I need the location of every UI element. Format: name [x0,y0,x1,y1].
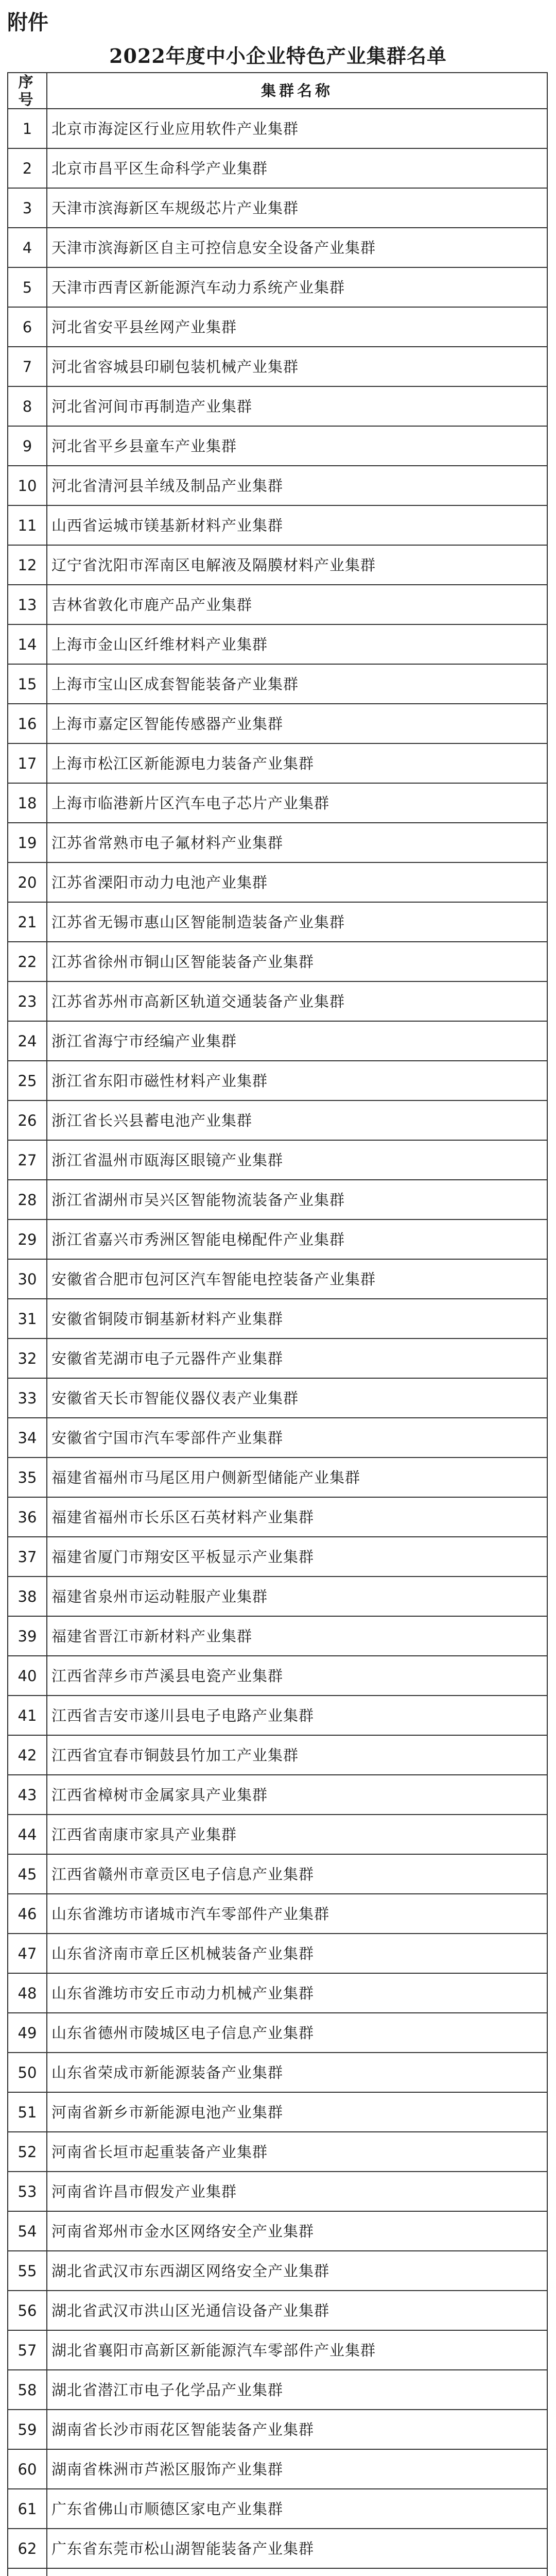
row-number: 13 [8,585,47,624]
cluster-name: 上海市宝山区成套智能装备产业集群 [47,664,547,704]
cluster-name: 河南省郑州市金水区网络安全产业集群 [47,2211,547,2251]
row-number: 21 [8,902,47,942]
row-number: 38 [8,1577,47,1616]
row-number: 34 [8,1418,47,1458]
cluster-name: 安徽省天长市智能仪器仪表产业集群 [47,1378,547,1418]
cluster-name: 北京市昌平区生命科学产业集群 [47,148,547,188]
cluster-name: 福建省晋江市新材料产业集群 [47,1616,547,1656]
row-number: 8 [8,386,47,426]
cluster-name: 江苏省溧阳市动力电池产业集群 [47,862,547,902]
row-number: 25 [8,1061,47,1100]
table-row [8,228,547,267]
cluster-name [47,2568,547,2576]
row-number [8,2568,47,2576]
row-number: 4 [8,228,47,267]
cluster-name: 天津市滨海新区自主可控信息安全设备产业集群 [47,228,547,267]
table-row [8,1418,547,1458]
cluster-name: 河北省安平县丝网产业集群 [47,307,547,347]
table-row [8,1180,547,1219]
cluster-name: 江苏省苏州市高新区轨道交通装备产业集群 [47,981,547,1021]
cluster-name: 河北省河间市再制造产业集群 [47,386,547,426]
row-number: 9 [8,426,47,466]
table-row [8,1973,547,2013]
cluster-name: 浙江省东阳市磁性材料产业集群 [47,1061,547,1100]
table-row [8,2370,547,2410]
row-number: 26 [8,1100,47,1140]
row-number: 19 [8,823,47,862]
table-row [8,1338,547,1378]
table-row [8,1259,547,1299]
cluster-name: 湖北省襄阳市高新区新能源汽车零部件产业集群 [47,2330,547,2370]
row-number: 10 [8,466,47,505]
table-row [8,426,547,466]
cluster-name: 河南省许昌市假发产业集群 [47,2172,547,2211]
table-row [8,1497,547,1537]
cluster-table [7,72,548,2576]
table-row [8,624,547,664]
row-number: 20 [8,862,47,902]
cluster-name: 上海市松江区新能源电力装备产业集群 [47,743,547,783]
row-number: 3 [8,188,47,228]
cluster-name: 上海市嘉定区智能传感器产业集群 [47,704,547,743]
row-number: 29 [8,1219,47,1259]
row-number: 49 [8,2013,47,2053]
cluster-name: 辽宁省沈阳市浑南区电解液及隔膜材料产业集群 [47,545,547,585]
table-row [8,386,547,426]
table-row [8,2013,547,2053]
table-row [8,1815,547,1854]
table-row [8,743,547,783]
row-number: 42 [8,1735,47,1775]
table-row [8,704,547,743]
row-number: 33 [8,1378,47,1418]
table-row [8,1378,547,1418]
row-number: 62 [8,2529,47,2568]
table-row [8,466,547,505]
table-row [8,148,547,188]
row-number: 56 [8,2291,47,2330]
row-number: 40 [8,1656,47,1696]
table-row [8,1894,547,1934]
cluster-name: 江西省宜春市铜鼓县竹加工产业集群 [47,1735,547,1775]
cluster-name: 江苏省徐州市铜山区智能装备产业集群 [47,942,547,981]
row-number: 43 [8,1775,47,1815]
table-row [8,2053,547,2092]
table-row [8,188,547,228]
row-number: 27 [8,1140,47,1180]
table-row [8,783,547,823]
cluster-name: 安徽省合肥市包河区汽车智能电控装备产业集群 [47,1259,547,1299]
row-number: 36 [8,1497,47,1537]
table-row [8,545,547,585]
cluster-name: 山东省德州市陵城区电子信息产业集群 [47,2013,547,2053]
row-number: 45 [8,1854,47,1894]
row-number: 24 [8,1021,47,1061]
cluster-name: 江苏省常熟市电子氟材料产业集群 [47,823,547,862]
row-number: 2 [8,148,47,188]
table-row [8,1299,547,1338]
cluster-name: 江西省樟树市金属家具产业集群 [47,1775,547,1815]
cluster-name: 天津市滨海新区车规级芯片产业集群 [47,188,547,228]
table-row [8,862,547,902]
attachment-label: 附件 [7,11,48,35]
cluster-name: 江西省南康市家具产业集群 [47,1815,547,1854]
table-row [8,2211,547,2251]
cluster-name: 山东省潍坊市安丘市动力机械产业集群 [47,1973,547,2013]
cluster-name: 山东省济南市章丘区机械装备产业集群 [47,1934,547,1973]
cluster-name: 湖北省潜江市电子化学品产业集群 [47,2370,547,2410]
column-header-number: 序号 [8,73,47,109]
cluster-name: 福建省厦门市翔安区平板显示产业集群 [47,1537,547,1577]
row-number: 57 [8,2330,47,2370]
table-row [8,664,547,704]
table-row [8,1219,547,1259]
table-row [8,2291,547,2330]
table-row [8,1021,547,1061]
row-number: 44 [8,1815,47,1854]
row-number: 6 [8,307,47,347]
row-number: 1 [8,109,47,148]
cluster-name: 江西省赣州市章贡区电子信息产业集群 [47,1854,547,1894]
table-row [8,981,547,1021]
row-number: 32 [8,1338,47,1378]
table-row [8,1854,547,1894]
cluster-name: 山东省潍坊市诸城市汽车零部件产业集群 [47,1894,547,1934]
table-row [8,2251,547,2291]
row-number: 23 [8,981,47,1021]
row-number: 31 [8,1299,47,1338]
row-number: 55 [8,2251,47,2291]
cluster-name: 河北省平乡县童车产业集群 [47,426,547,466]
table-row [8,2172,547,2211]
row-number: 37 [8,1537,47,1577]
row-number: 14 [8,624,47,664]
row-number: 11 [8,505,47,545]
cluster-name: 天津市西青区新能源汽车动力系统产业集群 [47,267,547,307]
cluster-name: 福建省泉州市运动鞋服产业集群 [47,1577,547,1616]
cluster-name: 河北省清河县羊绒及制品产业集群 [47,466,547,505]
table-row [8,1934,547,1973]
cluster-name: 北京市海淀区行业应用软件产业集群 [47,109,547,148]
cluster-name: 江西省萍乡市芦溪县电瓷产业集群 [47,1656,547,1696]
cluster-name: 福建省福州市马尾区用户侧新型储能产业集群 [47,1458,547,1497]
row-number: 50 [8,2053,47,2092]
cluster-name: 河南省新乡市新能源电池产业集群 [47,2092,547,2132]
cluster-name: 安徽省芜湖市电子元器件产业集群 [47,1338,547,1378]
row-number: 59 [8,2410,47,2449]
cluster-name: 广东省佛山市顺德区家电产业集群 [47,2489,547,2529]
row-number: 51 [8,2092,47,2132]
cluster-name: 湖南省株洲市芦淞区服饰产业集群 [47,2449,547,2489]
row-number: 35 [8,1458,47,1497]
row-number: 28 [8,1180,47,1219]
table-row [8,1100,547,1140]
row-number: 30 [8,1259,47,1299]
cluster-name: 浙江省温州市瓯海区眼镜产业集群 [47,1140,547,1180]
cluster-name: 福建省福州市长乐区石英材料产业集群 [47,1497,547,1537]
row-number: 52 [8,2132,47,2172]
row-number: 48 [8,1973,47,2013]
table-row [8,109,547,148]
cluster-name: 安徽省宁国市汽车零部件产业集群 [47,1418,547,1458]
table-row [8,347,547,386]
cluster-name: 上海市临港新片区汽车电子芯片产业集群 [47,783,547,823]
table-row [8,1616,547,1656]
table-row [8,2132,547,2172]
cluster-name: 山东省荣成市新能源装备产业集群 [47,2053,547,2092]
table-row [8,1061,547,1100]
cluster-name: 湖北省武汉市东西湖区网络安全产业集群 [47,2251,547,2291]
table-row [8,902,547,942]
row-number: 22 [8,942,47,981]
row-number: 53 [8,2172,47,2211]
table-row [8,585,547,624]
table-row [8,307,547,347]
table-row [8,1577,547,1616]
table-row [8,2092,547,2132]
row-number: 39 [8,1616,47,1656]
row-number: 54 [8,2211,47,2251]
cluster-name: 湖南省长沙市雨花区智能装备产业集群 [47,2410,547,2449]
table-row [8,2529,547,2568]
table-row [8,2410,547,2449]
cluster-name: 浙江省嘉兴市秀洲区智能电梯配件产业集群 [47,1219,547,1259]
cluster-name: 浙江省湖州市吴兴区智能物流装备产业集群 [47,1180,547,1219]
cluster-name: 上海市金山区纤维材料产业集群 [47,624,547,664]
cluster-name: 江西省吉安市遂川县电子电路产业集群 [47,1696,547,1735]
row-number: 7 [8,347,47,386]
table-header-row [8,73,547,109]
table-row [8,505,547,545]
column-header-name: 集群名称 [47,73,547,109]
row-number: 12 [8,545,47,585]
cluster-name: 河北省容城县印刷包装机械产业集群 [47,347,547,386]
table-row [8,1537,547,1577]
table-row [8,1140,547,1180]
table-row [8,1656,547,1696]
row-number: 17 [8,743,47,783]
table-row [8,1696,547,1735]
row-number: 58 [8,2370,47,2410]
row-number: 5 [8,267,47,307]
cluster-name: 广东省东莞市松山湖智能装备产业集群 [47,2529,547,2568]
table-row [8,2489,547,2529]
row-number: 16 [8,704,47,743]
table-row [8,2568,547,2576]
cluster-name: 河南省长垣市起重装备产业集群 [47,2132,547,2172]
row-number: 18 [8,783,47,823]
row-number: 41 [8,1696,47,1735]
page-title: 2022年度中小企业特色产业集群名单 [109,44,447,67]
row-number: 47 [8,1934,47,1973]
cluster-name: 浙江省海宁市经编产业集群 [47,1021,547,1061]
table-row [8,942,547,981]
table-row [8,823,547,862]
cluster-name: 江苏省无锡市惠山区智能制造装备产业集群 [47,902,547,942]
table-row [8,2330,547,2370]
row-number: 60 [8,2449,47,2489]
cluster-name: 湖北省武汉市洪山区光通信设备产业集群 [47,2291,547,2330]
cluster-name: 山西省运城市镁基新材料产业集群 [47,505,547,545]
row-number: 46 [8,1894,47,1934]
cluster-name: 安徽省铜陵市铜基新材料产业集群 [47,1299,547,1338]
cluster-name: 浙江省长兴县蓄电池产业集群 [47,1100,547,1140]
table-row [8,1775,547,1815]
table-row [8,1735,547,1775]
row-number: 61 [8,2489,47,2529]
table-row [8,1458,547,1497]
table-row [8,267,547,307]
cluster-name: 吉林省敦化市鹿产品产业集群 [47,585,547,624]
row-number: 15 [8,664,47,704]
table-row [8,2449,547,2489]
